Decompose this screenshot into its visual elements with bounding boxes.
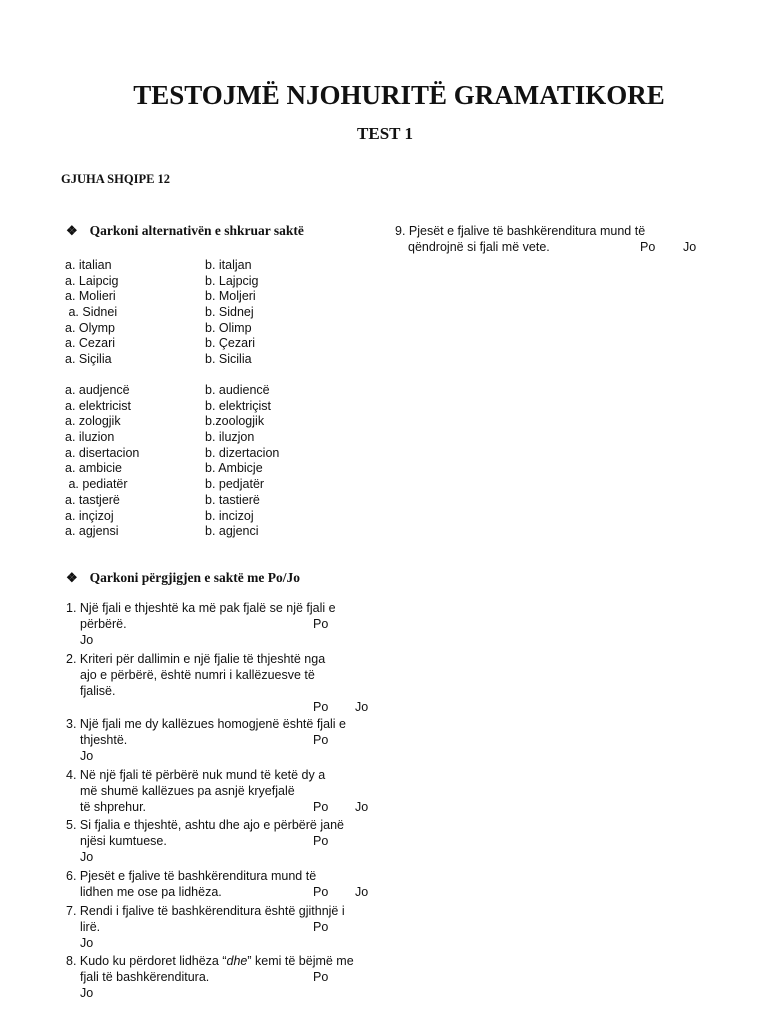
answer-jo[interactable]: Jo xyxy=(355,800,369,814)
section-heading-alternatives xyxy=(66,223,304,239)
answer-jo[interactable]: Jo xyxy=(80,749,94,763)
option-a[interactable]: a. disertacion xyxy=(65,445,140,460)
question-text: thjeshtë. xyxy=(80,733,128,747)
answer-jo[interactable]: Jo xyxy=(80,986,94,1000)
question-text: 9. Pjesët e fjalive të bashkërenditura mund të xyxy=(395,224,646,238)
option-a[interactable]: a. inçizoj xyxy=(65,508,114,523)
option-b[interactable]: b. Moljeri xyxy=(205,289,256,304)
question-7 xyxy=(66,903,366,950)
option-b[interactable]: b. Sidnej xyxy=(205,305,254,320)
question-text: lirë. xyxy=(80,920,101,934)
question-text: 7. Rendi i fjalive të bashkërenditura është gjithnjë i xyxy=(66,904,345,918)
option-b[interactable]: b. Olimp xyxy=(205,320,252,335)
options-column-a xyxy=(65,257,119,367)
option-b[interactable]: b. Sicilia xyxy=(205,352,252,367)
answer-po[interactable]: Po xyxy=(313,834,329,848)
question-text: përbërë. xyxy=(80,617,127,631)
question-text: 3. Një fjali me dy kallëzues homogjenë është fjali e xyxy=(66,717,347,731)
question-text: 2. Kriteri për dallimin e një fjalie të thjeshtë nga xyxy=(66,652,326,666)
answer-jo[interactable]: Jo xyxy=(80,633,94,647)
answer-po[interactable]: Po xyxy=(313,885,329,899)
question-6 xyxy=(66,868,369,900)
answer-jo[interactable]: Jo xyxy=(683,240,697,254)
option-b[interactable]: b. Lajpcig xyxy=(205,273,259,288)
question-text: 4. Në një fjali të përbërë nuk mund të ketë dy a xyxy=(66,768,326,782)
question-text: fjalisë. xyxy=(80,684,116,698)
section-heading-text: Qarkoni alternativën e shkruar saktë xyxy=(89,223,304,238)
question-3 xyxy=(66,716,366,763)
question-text: 1. Një fjali e thjeshtë ka më pak fjalë se një fjali e xyxy=(66,601,336,615)
options-column-a xyxy=(65,382,139,539)
question-text-part: ” kemi të bëjmë me xyxy=(247,954,354,968)
option-a[interactable]: a. pediatër xyxy=(65,477,128,492)
answer-jo[interactable]: Jo xyxy=(355,885,369,899)
option-a[interactable]: a. audjencë xyxy=(65,383,130,397)
question-text: më shumë kallëzues pa asnjë kryefjalë xyxy=(80,784,295,798)
question-text: të shprehur. xyxy=(80,800,147,814)
question-9 xyxy=(395,223,715,255)
question-text: 6. Pjesët e fjalive të bashkërenditura mund të xyxy=(66,869,317,883)
option-a[interactable]: a. Siçilia xyxy=(65,352,112,367)
option-a[interactable]: a. iluzion xyxy=(65,430,115,445)
option-a[interactable]: a. italian xyxy=(65,258,112,272)
option-a[interactable]: a. Cezari xyxy=(65,336,116,351)
option-b[interactable]: b. audiencë xyxy=(205,383,270,397)
section-heading-yes-no xyxy=(66,570,300,586)
answer-jo[interactable]: Jo xyxy=(80,850,94,864)
option-b[interactable]: b. italjan xyxy=(205,258,252,272)
answer-po[interactable]: Po xyxy=(313,920,329,934)
option-b[interactable]: b. Ambicje xyxy=(205,461,263,476)
option-b[interactable]: b. iluzjon xyxy=(205,430,255,445)
option-a[interactable]: a. elektricist xyxy=(65,398,131,413)
diamond-bullet-icon: ❖ xyxy=(66,570,78,585)
question-text: qëndrojnë si fjali më vete. xyxy=(408,240,550,254)
answer-po[interactable]: Po xyxy=(313,617,329,631)
answer-jo[interactable]: Jo xyxy=(355,700,369,714)
diamond-bullet-icon: ❖ xyxy=(66,223,78,238)
option-a[interactable]: a. Laipcig xyxy=(65,273,119,288)
option-b[interactable]: b. dizertacion xyxy=(205,445,280,460)
option-b[interactable]: b. incizoj xyxy=(205,508,254,523)
page-subtitle: TEST 1 xyxy=(357,124,413,143)
option-a[interactable]: a. ambicie xyxy=(65,461,122,476)
option-a[interactable]: a. agjensi xyxy=(65,524,119,539)
question-text: ajo e përbërë, është numri i kallëzuesve të xyxy=(80,668,315,682)
question-5 xyxy=(66,817,366,864)
answer-po[interactable]: Po xyxy=(640,240,656,254)
question-text: njësi kumtuese. xyxy=(80,834,167,848)
page-title: TESTOJMË NJOHURITË GRAMATIKORE xyxy=(133,80,665,110)
course-label: GJUHA SHQIPE 12 xyxy=(61,172,171,186)
question-text: lidhen me ose pa lidhëza. xyxy=(80,885,222,899)
option-b[interactable]: b. tastierë xyxy=(205,492,260,507)
option-a[interactable]: a. Sidnei xyxy=(65,305,118,320)
answer-jo[interactable]: Jo xyxy=(80,936,94,950)
option-b[interactable]: b. Çezari xyxy=(205,336,256,351)
answer-po[interactable]: Po xyxy=(313,800,329,814)
options-column-b xyxy=(205,257,259,367)
question-4 xyxy=(66,767,369,815)
question-8 xyxy=(66,953,366,1000)
option-b[interactable]: b. pedjatër xyxy=(205,477,265,492)
emphasis-word: dhe xyxy=(226,954,248,968)
option-a[interactable]: a. tastjerë xyxy=(65,492,120,507)
question-text: fjali të bashkërenditura. xyxy=(80,970,210,984)
question-text xyxy=(66,953,366,969)
question-text: 5. Si fjalia e thjeshtë, ashtu dhe ajo e përbërë janë xyxy=(66,818,344,832)
answer-po[interactable]: Po xyxy=(313,700,329,714)
options-column-b xyxy=(205,382,279,539)
option-a[interactable]: a. Olymp xyxy=(65,320,116,335)
question-text-part: 8. Kudo ku përdoret lidhëza “ xyxy=(66,954,227,968)
option-b[interactable]: b. agjenci xyxy=(205,524,259,539)
question-2 xyxy=(66,651,369,714)
option-a[interactable]: a. zologjik xyxy=(65,414,121,429)
answer-po[interactable]: Po xyxy=(313,733,329,747)
answer-po[interactable]: Po xyxy=(313,970,329,984)
question-1 xyxy=(66,600,366,647)
option-b[interactable]: b. elektriçist xyxy=(205,398,271,413)
option-b[interactable]: b.zoologjik xyxy=(205,414,265,429)
option-a[interactable]: a. Molieri xyxy=(65,289,116,304)
section-heading-text: Qarkoni përgjigjen e saktë me Po/Jo xyxy=(89,570,301,585)
